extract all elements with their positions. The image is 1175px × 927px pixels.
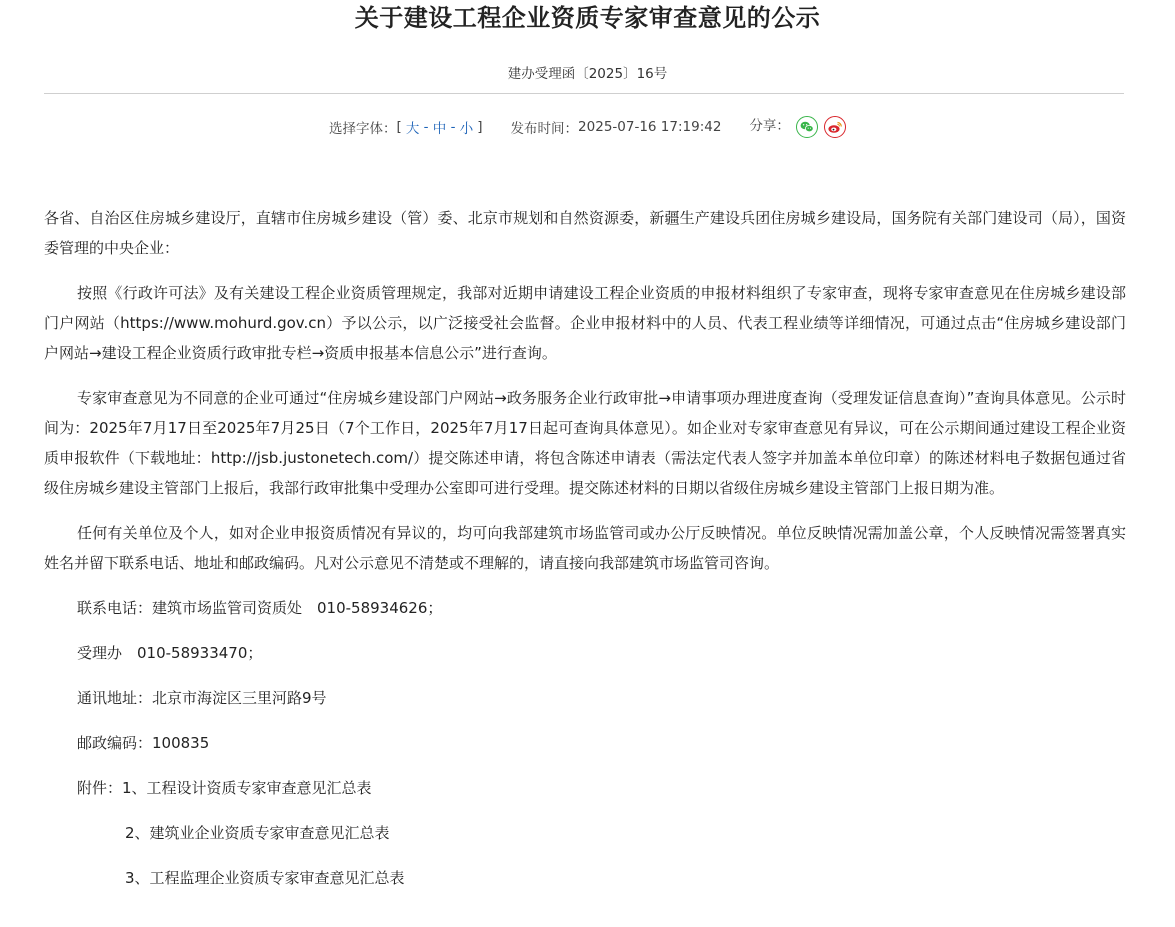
font-size-medium-link[interactable]: 中 (432, 121, 447, 137)
paragraph: 按照《行政许可法》及有关建设工程企业资质管理规定，我部对近期申请建设工程企业资质的申报材料组织了专家审查，现将专家审查意见在住房城乡建设部门户网站（https://www.mohurd.gov.cn）予以公示，以广泛接受社会监督。企业申报材料中的人员、代表工程业绩等详细情况，可通过点击“住房城乡建设部门户网站→建设工程企业资质行政审批专栏→资质申报基本信息公示”进行查询。 (44, 284, 1126, 362)
publish-time: 2025-07-16 17:19:42 (578, 119, 722, 135)
font-size-bracket-close: ] (477, 119, 483, 135)
weibo-icon[interactable] (824, 116, 846, 138)
paragraph: 专家审查意见为不同意的企业可通过“住房城乡建设部门户网站→政务服务企业行政审批→申请事项办理进度查询（受理发证信息查询）”查询具体意见。公示时间为：2025年7月17日至2025年7月25日（7个工作日，2025年7月17日起可查询具体意见）。如企业对专家审查意见有异议，可在公示期间通过建设工程企业资质申报软件（下载地址：http://jsb.justonetech.com/）提交陈述申请，将包含陈述申请表（需法定代表人签字并加盖本单位印章）的陈述材料电子数据包通过省级住房城乡建设主管部门上报后，我部行政审批集中受理办公室即可进行受理。提交陈述材料的日期以省级住房城乡建设主管部门上报日期为准。 (44, 389, 1126, 497)
postcode: 邮政编码：100835 (77, 734, 210, 752)
salutation: 各省、自治区住房城乡建设厅，直辖市住房城乡建设（管）委、北京市规划和自然资源委，新疆生产建设兵团住房城乡建设局，国务院有关部门建设司（局），国资委管理的中央企业： (44, 209, 1126, 257)
paragraph: 任何有关单位及个人，如对企业申报资质情况有异议的，均可向我部建筑市场监管司或办公厅反映情况。单位反映情况需加盖公章，个人反映情况需签署真实姓名并留下联系电话、地址和邮政编码。凡对公示意见不清楚或不理解的，请直接向我部建筑市场监管司咨询。 (44, 524, 1126, 572)
contact-phone: 联系电话：建筑市场监管司资质处 010-58934626； (77, 599, 443, 617)
divider (44, 93, 1124, 94)
mailing-address: 通讯地址：北京市海淀区三里河路9号 (77, 689, 327, 707)
font-size-small-link[interactable]: 小 (459, 121, 474, 137)
font-size-bracket-open: [ (396, 119, 402, 135)
attachment-link[interactable]: 3、工程监理企业资质专家审查意见汇总表 (125, 869, 405, 887)
font-size-separator: - (446, 119, 460, 135)
article-body (44, 203, 1126, 908)
font-size-large-link[interactable]: 大 (405, 121, 420, 137)
share-label: 分享： (749, 118, 790, 134)
attachment-link[interactable]: 2、建筑业企业资质专家审查意见汇总表 (125, 824, 390, 842)
meta-bar (0, 116, 1175, 138)
publish-time-label: 发布时间： (510, 121, 579, 137)
attachment-link[interactable]: 附件：1、工程设计资质专家审查意见汇总表 (77, 779, 372, 797)
font-size-separator: - (419, 119, 433, 135)
office-phone: 受理办 010-58933470； (77, 644, 263, 662)
page-title: 关于建设工程企业资质专家审查意见的公示 (354, 4, 821, 32)
document-number: 建办受理函〔2025〕16号 (507, 66, 668, 82)
font-size-label: 选择字体： (329, 121, 397, 137)
wechat-icon[interactable] (796, 116, 818, 138)
